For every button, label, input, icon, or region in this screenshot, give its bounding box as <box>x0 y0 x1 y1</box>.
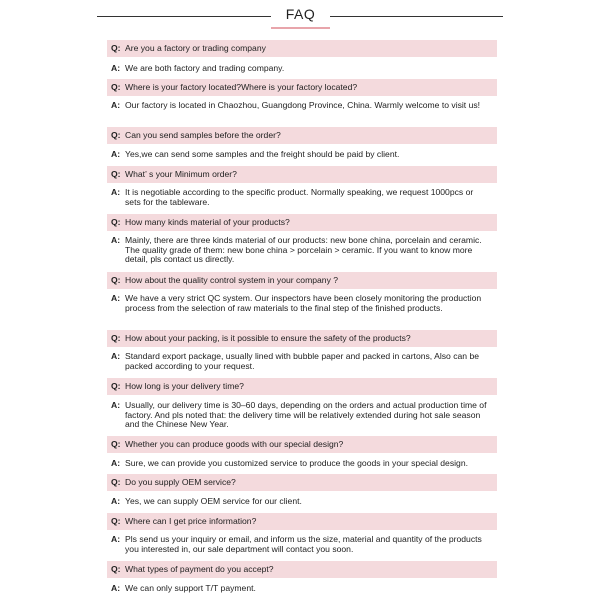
answer-text: Standard export package, usually lined with bubble paper and packed in cartons, Also can be packed according to your request. <box>125 351 480 371</box>
faq-question-row <box>107 474 497 491</box>
answer-label: A: <box>111 63 121 73</box>
faq-question-row <box>107 272 497 289</box>
answer-label: A: <box>111 458 121 468</box>
question-text: Where is your factory located?Where is your factory located? <box>125 82 358 92</box>
question-label: Q: <box>111 564 121 574</box>
faq-question-row <box>107 214 497 231</box>
question-label: Q: <box>111 275 121 285</box>
answer-text: We can only support T/T payment. <box>125 583 256 593</box>
question-text: How about your packing, is it possible to ensure the safety of the products? <box>125 333 411 343</box>
question-text: Whether you can produce goods with our special design? <box>125 439 344 449</box>
question-text: Are you a factory or trading company <box>125 43 266 53</box>
answer-text: Mainly, there are three kinds material of our products: new bone china, porcelain and ceramic. The quality grade of them: new bone china > porcelain > ceramic. If you want to know more detail, pls contact us directly. <box>125 235 482 265</box>
question-text: What types of payment do you accept? <box>125 564 274 574</box>
faq-question-row <box>107 79 497 96</box>
answer-text: Yes,we can send some samples and the freight should be paid by client. <box>125 149 400 159</box>
answer-text: It is negotiable according to the specific product. Normally speaking, we request 1000pcs or sets for the tableware. <box>125 187 474 207</box>
answer-label: A: <box>111 293 121 303</box>
question-text: How many kinds material of your products? <box>125 217 290 227</box>
answer-label: A: <box>111 400 121 410</box>
answer-label: A: <box>111 496 121 506</box>
faq-question-row <box>107 513 497 530</box>
faq-question-row <box>107 330 497 347</box>
question-label: Q: <box>111 82 121 92</box>
question-label: Q: <box>111 43 121 53</box>
question-text: Where can I get price information? <box>125 516 257 526</box>
question-label: Q: <box>111 169 121 179</box>
question-text: How about the quality control system in your company ? <box>125 275 339 285</box>
page-title: FAQ <box>285 6 316 22</box>
answer-label: A: <box>111 351 121 361</box>
faq-header <box>0 0 600 36</box>
question-label: Q: <box>111 477 121 487</box>
answer-text: Pls send us your inquiry or email, and inform us the size, material and quantity of the products you interested in, our sale department will contact you soon. <box>125 534 482 554</box>
faq-question-row <box>107 561 497 578</box>
header-divider-right <box>330 16 503 17</box>
question-text: Can you send samples before the order? <box>125 130 281 140</box>
faq-question-row <box>107 127 497 144</box>
question-label: Q: <box>111 381 121 391</box>
header-divider-left <box>97 16 271 17</box>
question-label: Q: <box>111 217 121 227</box>
answer-label: A: <box>111 235 121 245</box>
answer-text: We are both factory and trading company. <box>125 63 285 73</box>
answer-label: A: <box>111 100 121 110</box>
answer-text: Usually, our delivery time is 30–60 days, depending on the orders and actual production time of factory. And pls noted that: the delivery time will be relatively extended during hot sale season and the Chinese New Year. <box>125 400 487 430</box>
faq-question-row <box>107 40 497 57</box>
answer-text: Yes, we can supply OEM service for our client. <box>125 496 302 506</box>
answer-text: We have a very strict QC system. Our inspectors have been closely monitoring the production process from the selection of raw materials to the final step of the finished products. <box>125 293 482 313</box>
faq-question-row <box>107 378 497 395</box>
faq-question-row <box>107 436 497 453</box>
answer-text: Sure, we can provide you customized service to produce the goods in your special design. <box>125 458 468 468</box>
question-label: Q: <box>111 130 121 140</box>
faq-question-row <box>107 166 497 183</box>
answer-label: A: <box>111 187 121 197</box>
answer-text: Our factory is located in Chaozhou, Guangdong Province, China. Warmly welcome to visit us! <box>125 100 481 110</box>
answer-label: A: <box>111 583 121 593</box>
question-text: How long is your delivery time? <box>125 381 244 391</box>
title-underline <box>271 27 330 29</box>
question-label: Q: <box>111 333 121 343</box>
question-text: What’ s your Minimum order? <box>125 169 237 179</box>
question-text: Do you supply OEM service? <box>125 477 236 487</box>
answer-label: A: <box>111 534 121 544</box>
question-label: Q: <box>111 516 121 526</box>
answer-label: A: <box>111 149 121 159</box>
question-label: Q: <box>111 439 121 449</box>
